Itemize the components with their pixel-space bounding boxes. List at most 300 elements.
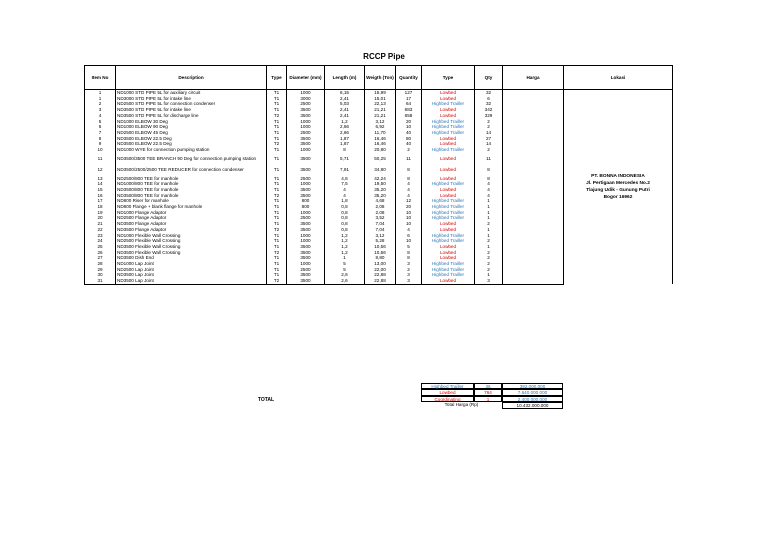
header-weight: Weigth (Ton)	[365, 66, 396, 90]
cell-length: 7,5	[325, 181, 365, 187]
cell-length: 0,8	[325, 204, 365, 210]
cell-description: ND1000/800 TEE for manhole	[116, 181, 267, 187]
cell-transport-type: Lowbed	[422, 193, 475, 199]
cell-qty: 2	[475, 267, 503, 273]
cell-quantity: 64	[396, 101, 422, 107]
cell-quantity: 4	[396, 193, 422, 199]
cell-length: 4	[325, 187, 365, 193]
header-length: Length (m)	[325, 66, 365, 90]
cell-item-no: 23	[85, 233, 116, 239]
cell-item-no: 17	[85, 198, 116, 204]
header-row	[85, 66, 673, 90]
cell-diameter: 2500	[287, 267, 325, 273]
cell-weight: 7,04	[365, 227, 396, 233]
cell-diameter: 1000	[287, 261, 325, 267]
total-qty-0: 36	[474, 383, 502, 389]
header-qty: Qty	[475, 66, 503, 90]
cell-transport-type: Lowbed	[422, 96, 475, 102]
cell-diameter: 3000	[287, 96, 325, 102]
cell-item-no: 25	[85, 244, 116, 250]
cell-item-no: 20	[85, 215, 116, 221]
cell-quantity: 12	[396, 198, 422, 204]
cell-diameter: 2500	[287, 215, 325, 221]
lokasi-address1: Jl. Pertigaan Mercedes No.2	[586, 181, 650, 187]
cell-diameter: 3500	[287, 272, 325, 278]
cell-diameter: 2500	[287, 101, 325, 107]
cell-length: 5,71	[325, 153, 365, 164]
cell-description: ND3500 Lap Joint	[116, 278, 267, 284]
cell-type: T1	[267, 164, 287, 175]
cell-type: T1	[267, 187, 287, 193]
cell-type: T2	[267, 141, 287, 147]
cell-qty: 1	[475, 204, 503, 210]
cell-quantity: 8	[396, 176, 422, 182]
lokasi-address2: Tlajung Udik - Gunung Putri	[586, 188, 650, 194]
cell-transport-type: Lowbed	[422, 153, 475, 164]
cell-weight: 22,00	[365, 267, 396, 273]
cell-quantity: 10	[396, 210, 422, 216]
cell-weight: 6,92	[365, 124, 396, 130]
cell-type: T1	[267, 181, 287, 187]
cell-diameter: 1000	[287, 181, 325, 187]
cell-item-no: 6	[85, 124, 116, 130]
cell-description: ND1000 Flexible Wall Crossing	[116, 233, 267, 239]
cell-diameter: 3500	[287, 244, 325, 250]
cell-harga	[503, 153, 564, 164]
header-item-no: Item No	[85, 66, 116, 90]
cell-weight: 20,80	[365, 147, 396, 153]
cell-type: T1	[267, 255, 287, 261]
cell-length: 1,2	[325, 233, 365, 239]
cell-weight: 15,99	[365, 90, 396, 96]
cell-length: 1,2	[325, 250, 365, 256]
grand-total-label: Total Harga (Rp)	[444, 402, 479, 408]
cell-item-no: 14	[85, 181, 116, 187]
cell-transport-type: Highbed Trailler	[422, 238, 475, 244]
cell-item-no: 12	[85, 164, 116, 175]
cell-quantity: 8	[396, 164, 422, 175]
total-harga-2: 2.400.000.000	[502, 396, 563, 402]
cell-type: T1	[267, 124, 287, 130]
cell-transport-type: Highbed Trailler	[422, 215, 475, 221]
cell-transport-type: Lowbed	[422, 176, 475, 182]
cell-quantity: 3	[396, 278, 422, 284]
cell-length: 1,2	[325, 244, 365, 250]
cell-weight: 2,08	[365, 210, 396, 216]
cell-weight: 22,88	[365, 278, 396, 284]
cell-qty: 4	[475, 181, 503, 187]
cell-type: T1	[267, 147, 287, 153]
cell-weight: 19,50	[365, 181, 396, 187]
cell-description: ND3000 STD PIPE 5L for intake line	[116, 96, 267, 102]
cell-transport-type: Lowbed	[422, 136, 475, 142]
cell-type: T2	[267, 278, 287, 284]
cell-item-no: 8	[85, 136, 116, 142]
cell-weight: 16,46	[365, 141, 396, 147]
cell-transport-type: Lowbed	[422, 141, 475, 147]
cell-qty: 1	[475, 272, 503, 278]
cell-weight: 22,13	[365, 101, 396, 107]
cell-type: T1	[267, 233, 287, 239]
total-harga-1: 7.640.000.000	[502, 389, 563, 395]
lokasi-address3: Bogor 16962	[603, 195, 633, 201]
cell-qty: 6	[475, 96, 503, 102]
cell-diameter: 1000	[287, 124, 325, 130]
cell-description: ND2500 ELBOW 45 Deg	[116, 130, 267, 136]
cell-qty: 2	[475, 119, 503, 125]
cell-description: ND1000 STD PIPE 5L for auxiliary circuit	[116, 90, 267, 96]
cell-description: ND2500/800 TEE for manhole	[116, 176, 267, 182]
cell-description: ND3500/2500/2500 TEE REDUCER for connection condenser	[116, 164, 267, 175]
cell-length: 2,41	[325, 107, 365, 113]
cell-qty: 14	[475, 141, 503, 147]
cell-harga	[503, 164, 564, 175]
cell-diameter: 3500	[287, 164, 325, 175]
cell-qty: 2	[475, 124, 503, 130]
total-qty-2: 1	[474, 396, 502, 402]
cell-quantity: 4	[396, 181, 422, 187]
cell-length: 0,8	[325, 215, 365, 221]
cell-item-no: 2	[85, 101, 116, 107]
cell-quantity: 8	[396, 250, 422, 256]
cell-type: T1	[267, 107, 287, 113]
cell-quantity: 658	[396, 113, 422, 119]
cell-type: T1	[267, 244, 287, 250]
cell-quantity: 683	[396, 107, 422, 113]
cell-qty: 1	[475, 233, 503, 239]
cell-transport-type: Lowbed	[422, 244, 475, 250]
cell-quantity: 4	[396, 187, 422, 193]
cell-qty: 329	[475, 113, 503, 119]
cell-item-no: 13	[85, 176, 116, 182]
cell-item-no: 1	[85, 90, 116, 96]
cell-description: ND800 Riser for manhole	[116, 198, 267, 204]
cell-transport-type: Highbed Trailler	[422, 181, 475, 187]
cell-item-no: 3	[85, 107, 116, 113]
cell-length: 0,8	[325, 221, 365, 227]
cell-diameter: 3500	[287, 227, 325, 233]
cell-quantity: 8	[396, 255, 422, 261]
cell-weight: 34,80	[365, 164, 396, 175]
cell-quantity: 17	[396, 96, 422, 102]
cell-length: 2,6	[325, 272, 365, 278]
cell-qty: 2	[475, 250, 503, 256]
cell-transport-type: Highbed Trailler	[422, 204, 475, 210]
header-harga: Harga	[503, 66, 564, 90]
cell-qty: 342	[475, 107, 503, 113]
header-diameter: Diameter (mm)	[287, 66, 325, 90]
cell-length: 1,2	[325, 238, 365, 244]
cell-type: T2	[267, 113, 287, 119]
total-label: TOTAL	[257, 397, 275, 403]
cell-weight: 42,24	[365, 176, 396, 182]
cell-qty: 2	[475, 255, 503, 261]
cell-transport-type: Lowbed	[422, 187, 475, 193]
cell-type: T1	[267, 119, 287, 125]
cell-description: ND3500 Flexible Wall Crossing	[116, 244, 267, 250]
cell-diameter: 1000	[287, 210, 325, 216]
cell-length: 2,66	[325, 130, 365, 136]
cell-quantity: 40	[396, 141, 422, 147]
cell-weight: 22,88	[365, 272, 396, 278]
cell-weight: 15,01	[365, 96, 396, 102]
cell-item-no: 18	[85, 204, 116, 210]
grand-total-value: 10.432.000.000	[502, 402, 563, 408]
cell-transport-type: Lowbed	[422, 255, 475, 261]
cell-qty: 32	[475, 90, 503, 96]
cell-diameter: 3500	[287, 193, 325, 199]
cell-qty: 4	[475, 187, 503, 193]
cell-quantity: 11	[396, 153, 422, 164]
cell-diameter: 3500	[287, 113, 325, 119]
cell-type: T1	[267, 153, 287, 164]
cell-quantity: 10	[396, 215, 422, 221]
cell-diameter: 3500	[287, 141, 325, 147]
cell-length: 2,41	[325, 113, 365, 119]
cell-transport-type: Highbed Trailler	[422, 261, 475, 267]
cell-description: ND800 Flange + blank flange for manhole	[116, 204, 267, 210]
cell-transport-type: Highbed Trailler	[422, 198, 475, 204]
cell-weight: 10,56	[365, 250, 396, 256]
cell-transport-type: Highbed Trailler	[422, 130, 475, 136]
cell-qty: 8	[475, 164, 503, 175]
cell-weight: 13,00	[365, 261, 396, 267]
cell-length: 5,03	[325, 101, 365, 107]
cell-weight: 50,25	[365, 153, 396, 164]
total-type-0: Highbed Trailler	[421, 383, 474, 389]
cell-item-no: 30	[85, 272, 116, 278]
cell-diameter: 3500	[287, 255, 325, 261]
cell-type: T1	[267, 272, 287, 278]
cell-item-no: 16	[85, 193, 116, 199]
cell-type: T1	[267, 176, 287, 182]
cell-item-no: 7	[85, 130, 116, 136]
cell-transport-type: Highbed Trailler	[422, 272, 475, 278]
cell-qty: 1	[475, 215, 503, 221]
cell-item-no: 28	[85, 261, 116, 267]
cell-item-no: 9	[85, 141, 116, 147]
cell-quantity: 4	[396, 227, 422, 233]
cell-item-no: 24	[85, 238, 116, 244]
cell-description: ND3500 ELBOW 22.5 Deg	[116, 141, 267, 147]
cell-type: T1	[267, 198, 287, 204]
cell-qty: 11	[475, 153, 503, 164]
cell-item-no: 1	[85, 96, 116, 102]
cell-length: 1	[325, 255, 365, 261]
header-quantity: Quantity	[396, 66, 422, 90]
cell-description: ND1000 Flange Adaptor	[116, 210, 267, 216]
cell-quantity: 80	[396, 136, 422, 142]
cell-description: ND1000 ELBOW 90 Deg	[116, 124, 267, 130]
cell-weight: 3,12	[365, 119, 396, 125]
cell-qty: 32	[475, 101, 503, 107]
cell-length: 8	[325, 147, 365, 153]
cell-transport-type: Highbed Trailler	[422, 124, 475, 130]
cell-qty: 2	[475, 147, 503, 153]
cell-weight: 4,68	[365, 198, 396, 204]
cell-transport-type: Lowbed	[422, 90, 475, 96]
cell-description: ND2500 STD PIPE 5L for connection condenser	[116, 101, 267, 107]
cell-harga	[503, 278, 564, 284]
cell-type: T1	[267, 90, 287, 96]
cell-quantity: 127	[396, 90, 422, 96]
cell-transport-type: Highbed Trailler	[422, 101, 475, 107]
cell-qty: 14	[475, 130, 503, 136]
cell-type: T1	[267, 96, 287, 102]
cell-diameter: 1000	[287, 90, 325, 96]
cell-description: ND1000 WYE for connection pumping station	[116, 147, 267, 153]
cell-diameter: 3500	[287, 221, 325, 227]
cell-qty: 8	[475, 176, 503, 182]
cell-diameter: 3500	[287, 187, 325, 193]
cell-weight: 35,20	[365, 187, 396, 193]
cell-type: T1	[267, 210, 287, 216]
cell-type: T1	[267, 261, 287, 267]
header-transport-type: Type	[422, 66, 475, 90]
cell-type: T1	[267, 136, 287, 142]
cell-description: ND2500 Flange Adaptor	[116, 215, 267, 221]
cell-length: 2,66	[325, 124, 365, 130]
cell-qty: 2	[475, 238, 503, 244]
cell-length: 7,91	[325, 164, 365, 175]
cell-item-no: 27	[85, 255, 116, 261]
cell-weight: 21,21	[365, 107, 396, 113]
cell-description: ND3500 STD PIPE 5L for discharge line	[116, 113, 267, 119]
cell-transport-type: Highbed Trailler	[422, 233, 475, 239]
cell-description: ND3500/3500 TEE BRANCH 90 Deg for connection pumping station	[116, 153, 267, 164]
cell-quantity: 40	[396, 130, 422, 136]
cell-weight: 2,08	[365, 204, 396, 210]
cell-item-no: 19	[85, 210, 116, 216]
cell-length: 6,15	[325, 90, 365, 96]
cell-type: T2	[267, 227, 287, 233]
cell-quantity: 3	[396, 261, 422, 267]
cell-transport-type: Lowbed	[422, 107, 475, 113]
cell-quantity: 10	[396, 238, 422, 244]
cell-item-no: 4	[85, 113, 116, 119]
header-type: Type	[267, 66, 287, 90]
cell-quantity: 20	[396, 204, 422, 210]
cell-diameter: 3500	[287, 107, 325, 113]
cell-weight: 21,21	[365, 113, 396, 119]
cell-quantity: 2	[396, 147, 422, 153]
cell-length: 0,8	[325, 227, 365, 233]
cell-transport-type: Highbed Trailler	[422, 267, 475, 273]
cell-transport-type: Lowbed	[422, 164, 475, 175]
cell-type: T2	[267, 193, 287, 199]
cell-quantity: 10	[396, 124, 422, 130]
cell-diameter: 2500	[287, 130, 325, 136]
cell-description: ND3500 Flexible Wall Crossing	[116, 250, 267, 256]
cell-qty: 2	[475, 261, 503, 267]
cell-length: 1,87	[325, 136, 365, 142]
cell-description: ND3500 Flange Adaptor	[116, 221, 267, 227]
cell-length: 0,8	[325, 210, 365, 216]
cell-quantity: 5	[396, 244, 422, 250]
cell-type: T1	[267, 238, 287, 244]
cell-qty: 1	[475, 244, 503, 250]
cell-length: 5	[325, 267, 365, 273]
cell-weight: 3,12	[365, 233, 396, 239]
cell-diameter: 1000	[287, 238, 325, 244]
cell-item-no: 22	[85, 227, 116, 233]
cell-quantity: 20	[396, 119, 422, 125]
cell-quantity: 6	[396, 233, 422, 239]
cell-length: 2,41	[325, 96, 365, 102]
header-description: Description	[116, 66, 267, 90]
cell-description: ND3500/800 TEE for manhole	[116, 193, 267, 199]
cell-qty: 1	[475, 198, 503, 204]
table-row	[85, 90, 673, 96]
cell-diameter: 3500	[287, 250, 325, 256]
cell-length: 1,8	[325, 198, 365, 204]
cell-description: ND3500/800 TEE for manhole	[116, 187, 267, 193]
cell-weight: 35,20	[365, 193, 396, 199]
cell-description: ND3500 Dish End	[116, 255, 267, 261]
cell-length: 4,8	[325, 176, 365, 182]
cell-description: ND1000 Lap Joint	[116, 261, 267, 267]
cell-qty: 3	[475, 278, 503, 284]
total-qty-1: 764	[474, 389, 502, 395]
cell-description: ND3500 ELBOW 22.5 Deg	[116, 136, 267, 142]
page-title: RCCP Pipe	[363, 52, 405, 61]
cell-transport-type: Highbed Trailler	[422, 147, 475, 153]
cell-transport-type: Lowbed	[422, 221, 475, 227]
cell-diameter: 1000	[287, 147, 325, 153]
cell-weight: 7,04	[365, 221, 396, 227]
cell-weight: 3,52	[365, 215, 396, 221]
cell-length: 4	[325, 193, 365, 199]
cell-description: ND2500 Lap Joint	[116, 267, 267, 273]
cell-length: 1,2	[325, 119, 365, 125]
cell-description: ND2500 Flexible Wall Crossing	[116, 238, 267, 244]
cell-quantity: 2	[396, 267, 422, 273]
cell-diameter: 2500	[287, 176, 325, 182]
cell-length: 5	[325, 261, 365, 267]
header-lokasi: Lokasi	[564, 66, 673, 90]
cell-type: T1	[267, 267, 287, 273]
cell-transport-type: Highbed Trailler	[422, 210, 475, 216]
cell-transport-type: Lowbed	[422, 278, 475, 284]
cell-diameter: 800	[287, 198, 325, 204]
cell-item-no: 26	[85, 250, 116, 256]
cell-item-no: 15	[85, 187, 116, 193]
cell-transport-type: Lowbed	[422, 113, 475, 119]
cell-description: ND3500 Flange Adaptor	[116, 227, 267, 233]
cell-item-no: 31	[85, 278, 116, 284]
cell-transport-type: Highbed Trailler	[422, 119, 475, 125]
cell-weight: 11,70	[365, 130, 396, 136]
cell-qty: 1	[475, 227, 503, 233]
lokasi-company: PT. BONNA INDONESIA	[591, 174, 645, 180]
cell-diameter: 3500	[287, 278, 325, 284]
cell-weight: 16,46	[365, 136, 396, 142]
cell-length: 2,6	[325, 278, 365, 284]
total-type-2: Coordinating	[421, 396, 474, 402]
cell-transport-type: Lowbed	[422, 227, 475, 233]
cell-type: T1	[267, 221, 287, 227]
cell-weight: 10,56	[365, 244, 396, 250]
cell-description: ND3500 STD PIPE 5L for intake line	[116, 107, 267, 113]
cell-transport-type: Lowbed	[422, 250, 475, 256]
cell-qty: 4	[475, 193, 503, 199]
cell-qty: 2	[475, 221, 503, 227]
cell-type: T2	[267, 250, 287, 256]
cell-item-no: 21	[85, 221, 116, 227]
cell-type: T1	[267, 101, 287, 107]
cell-item-no: 5	[85, 119, 116, 125]
total-harga-0: 392.000.000	[502, 383, 563, 389]
